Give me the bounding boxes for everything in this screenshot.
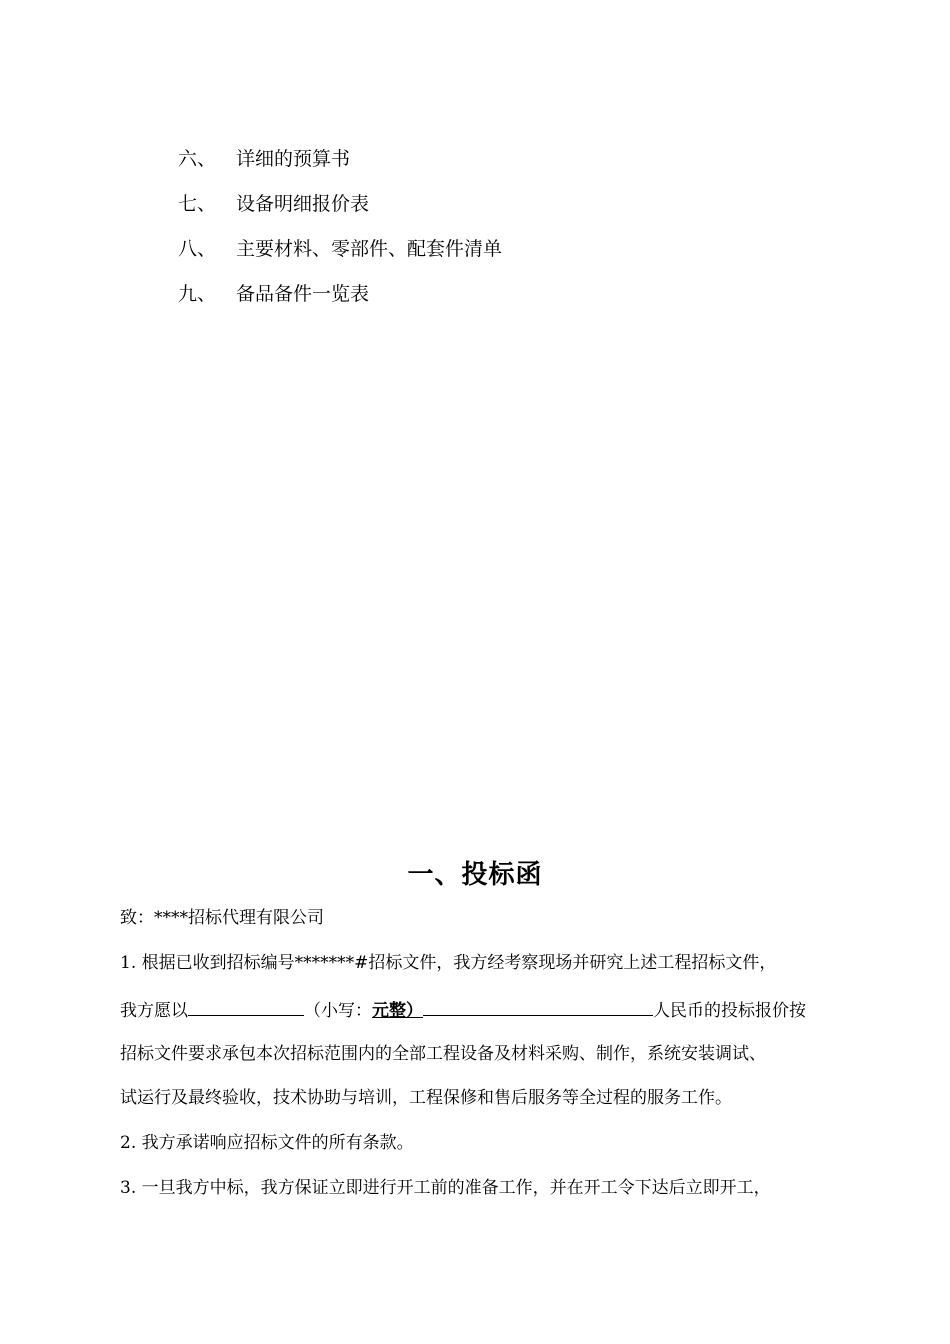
toc-item-number: 六、 <box>178 148 217 170</box>
toc-item-text: 主要材料、零部件、配套件清单 <box>236 238 503 260</box>
toc-item-9 <box>178 282 369 306</box>
lowercase-label: （小写： <box>304 1001 372 1021</box>
toc-item-6 <box>178 147 350 171</box>
addressee-line: 致：****招标代理有限公司 <box>120 908 324 928</box>
lowercase-amount-blank[interactable] <box>423 997 653 1016</box>
paragraph-1-line-3: 招标文件要求承包本次招标范围内的全部工程设备及材料采购、制作，系统安装调试、 <box>120 1044 766 1064</box>
toc-item-number: 九、 <box>178 283 217 305</box>
currency-text: 人民币的投标报价按 <box>653 1001 806 1021</box>
toc-item-text: 设备明细报价表 <box>236 193 370 215</box>
toc-item-number: 八、 <box>178 238 217 260</box>
toc-item-text: 备品备件一览表 <box>236 283 370 305</box>
paragraph-1-line-2 <box>120 997 806 1022</box>
section-title: 一、投标函 <box>407 860 543 890</box>
bid-amount-blank[interactable] <box>188 997 304 1016</box>
paragraph-3: 3. 一旦我方中标，我方保证立即进行开工前的准备工作，并在开工令下达后立即开工， <box>120 1178 771 1198</box>
paragraph-1-line-4: 试运行及最终验收，技术协助与培训，工程保修和售后服务等全过程的服务工作。 <box>120 1088 732 1108</box>
yuan-label: 元整） <box>372 1001 423 1021</box>
toc-item-7 <box>178 192 369 216</box>
toc-item-number: 七、 <box>178 193 217 215</box>
toc-item-text: 详细的预算书 <box>236 148 351 170</box>
toc-item-8 <box>178 237 502 261</box>
paragraph-2: 2. 我方承诺响应招标文件的所有条款。 <box>120 1133 414 1153</box>
bid-intro-text: 我方愿以 <box>120 1001 188 1021</box>
paragraph-1-line-1: 1. 根据已收到招标编号*******#招标文件，我方经考察现场并研究上述工程招标文件， <box>120 953 777 973</box>
